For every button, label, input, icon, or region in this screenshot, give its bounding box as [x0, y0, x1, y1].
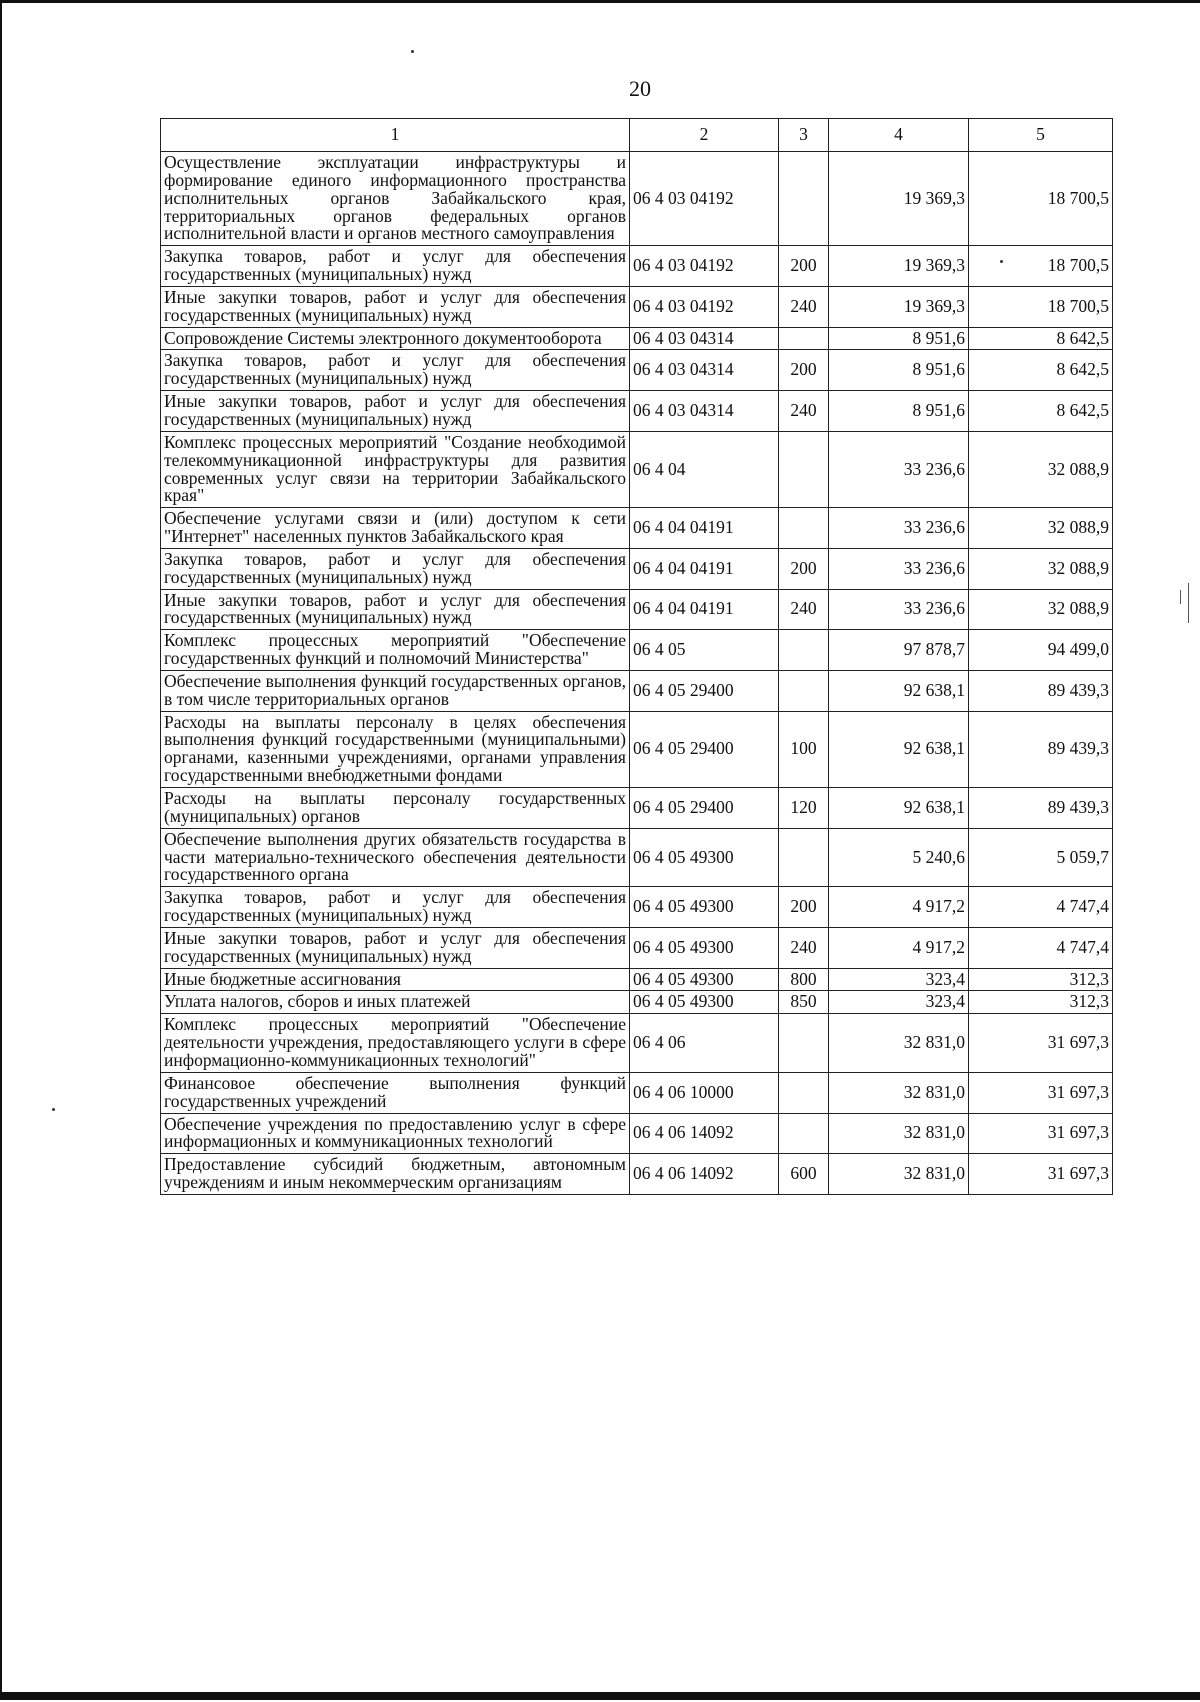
row-expense-type-cell — [779, 1014, 829, 1073]
row-expense-type-cell: 850 — [779, 991, 829, 1014]
row-expense-type-cell: 240 — [779, 927, 829, 968]
table-row — [161, 508, 1113, 549]
row-amount-year1-cell: 19 369,3 — [829, 246, 969, 287]
row-code-cell: 06 4 05 49300 — [630, 828, 779, 887]
row-amount-year2-cell: 32 088,9 — [969, 508, 1113, 549]
budget-allocation-table — [160, 118, 1113, 1195]
header-col-3: 3 — [779, 119, 829, 152]
row-amount-year1-cell: 92 638,1 — [829, 670, 969, 711]
row-expense-type-cell: 120 — [779, 788, 829, 829]
row-name-cell: Закупка товаров, работ и услуг для обеспечения государственных (муниципальных) нужд — [161, 548, 630, 589]
row-name-cell: Финансовое обеспечение выполнения функций государственных учреждений — [161, 1072, 630, 1113]
row-name-cell: Предоставление субсидий бюджетным, автономным учреждениям и иным некоммерческим организациям — [161, 1154, 630, 1195]
row-code-cell: 06 4 06 14092 — [630, 1154, 779, 1195]
row-code-cell: 06 4 04 — [630, 431, 779, 507]
table-row — [161, 788, 1113, 829]
row-name-cell: Закупка товаров, работ и услуг для обеспечения государственных (муниципальных) нужд — [161, 246, 630, 287]
row-amount-year1-cell: 8 951,6 — [829, 350, 969, 391]
row-amount-year1-cell: 8 951,6 — [829, 391, 969, 432]
row-amount-year2-cell: 312,3 — [969, 968, 1113, 991]
row-amount-year2-cell: 89 439,3 — [969, 670, 1113, 711]
table-row — [161, 286, 1113, 327]
table-row — [161, 391, 1113, 432]
scan-speck — [411, 50, 414, 53]
table-row — [161, 927, 1113, 968]
table-row — [161, 991, 1113, 1014]
row-expense-type-cell: 240 — [779, 589, 829, 630]
row-expense-type-cell — [779, 1113, 829, 1154]
scan-mark — [1188, 583, 1189, 623]
row-amount-year2-cell: 32 088,9 — [969, 548, 1113, 589]
table-row — [161, 548, 1113, 589]
row-amount-year2-cell: 89 439,3 — [969, 788, 1113, 829]
row-name-cell: Иные закупки товаров, работ и услуг для обеспечения государственных (муниципальных) нужд — [161, 589, 630, 630]
row-expense-type-cell — [779, 1072, 829, 1113]
row-code-cell: 06 4 03 04314 — [630, 350, 779, 391]
header-col-5: 5 — [969, 119, 1113, 152]
row-name-cell: Закупка товаров, работ и услуг для обеспечения государственных (муниципальных) нужд — [161, 887, 630, 928]
table-row — [161, 828, 1113, 887]
table-row — [161, 1014, 1113, 1073]
row-amount-year2-cell: 18 700,5 — [969, 152, 1113, 246]
row-code-cell: 06 4 03 04192 — [630, 286, 779, 327]
row-amount-year1-cell: 92 638,1 — [829, 711, 969, 787]
row-code-cell: 06 4 06 10000 — [630, 1072, 779, 1113]
row-amount-year2-cell: 8 642,5 — [969, 327, 1113, 350]
row-name-cell: Расходы на выплаты персоналу в целях обеспечения выполнения функций государственными (муниципальными) органами, казенными учреждениями, органами управления государственными внебюджетными фондами — [161, 711, 630, 787]
row-amount-year2-cell: 8 642,5 — [969, 391, 1113, 432]
row-name-cell: Комплекс процессных мероприятий "Обеспечение государственных функций и полномочий Министерства" — [161, 630, 630, 671]
row-code-cell: 06 4 05 29400 — [630, 711, 779, 787]
row-amount-year2-cell: 89 439,3 — [969, 711, 1113, 787]
row-amount-year1-cell: 19 369,3 — [829, 286, 969, 327]
row-amount-year2-cell: 18 700,5 — [969, 286, 1113, 327]
table-row — [161, 431, 1113, 507]
row-amount-year1-cell: 5 240,6 — [829, 828, 969, 887]
row-amount-year2-cell: 32 088,9 — [969, 431, 1113, 507]
row-name-cell: Комплекс процессных мероприятий "Обеспечение деятельности учреждения, предоставляющего услуги в сфере информационно-коммуникационных технологий" — [161, 1014, 630, 1073]
row-expense-type-cell — [779, 670, 829, 711]
row-code-cell: 06 4 05 49300 — [630, 887, 779, 928]
table-row — [161, 630, 1113, 671]
table-row — [161, 152, 1113, 246]
row-amount-year1-cell: 19 369,3 — [829, 152, 969, 246]
page-number: 20 — [629, 76, 651, 101]
row-expense-type-cell: 240 — [779, 286, 829, 327]
row-code-cell: 06 4 04 04191 — [630, 589, 779, 630]
row-amount-year2-cell: 4 747,4 — [969, 927, 1113, 968]
row-name-cell: Иные закупки товаров, работ и услуг для обеспечения государственных (муниципальных) нужд — [161, 286, 630, 327]
table-row — [161, 246, 1113, 287]
table-row — [161, 589, 1113, 630]
table-row — [161, 670, 1113, 711]
row-expense-type-cell: 200 — [779, 548, 829, 589]
row-amount-year2-cell: 31 697,3 — [969, 1072, 1113, 1113]
row-amount-year2-cell: 32 088,9 — [969, 589, 1113, 630]
header-col-4: 4 — [829, 119, 969, 152]
row-expense-type-cell: 600 — [779, 1154, 829, 1195]
row-expense-type-cell: 800 — [779, 968, 829, 991]
table-row — [161, 1154, 1113, 1195]
row-code-cell: 06 4 04 04191 — [630, 508, 779, 549]
scan-top-edge — [0, 0, 1200, 3]
row-expense-type-cell — [779, 828, 829, 887]
scan-mark — [1180, 590, 1181, 604]
row-amount-year1-cell: 33 236,6 — [829, 589, 969, 630]
row-expense-type-cell: 100 — [779, 711, 829, 787]
row-amount-year1-cell: 8 951,6 — [829, 327, 969, 350]
row-expense-type-cell — [779, 508, 829, 549]
scan-bottom-edge — [0, 1692, 1200, 1700]
row-code-cell: 06 4 05 29400 — [630, 788, 779, 829]
table-row — [161, 711, 1113, 787]
row-amount-year2-cell: 8 642,5 — [969, 350, 1113, 391]
row-expense-type-cell — [779, 630, 829, 671]
row-amount-year2-cell: 31 697,3 — [969, 1113, 1113, 1154]
row-code-cell: 06 4 05 49300 — [630, 991, 779, 1014]
row-code-cell: 06 4 05 49300 — [630, 927, 779, 968]
row-amount-year2-cell: 5 059,7 — [969, 828, 1113, 887]
row-expense-type-cell: 200 — [779, 350, 829, 391]
scan-left-edge — [0, 0, 2, 1700]
row-amount-year1-cell: 4 917,2 — [829, 887, 969, 928]
row-amount-year2-cell: 18 700,5 — [969, 246, 1113, 287]
row-name-cell: Расходы на выплаты персоналу государственных (муниципальных) органов — [161, 788, 630, 829]
table-row — [161, 1072, 1113, 1113]
row-code-cell: 06 4 06 — [630, 1014, 779, 1073]
scan-speck — [52, 1108, 55, 1111]
header-col-2: 2 — [630, 119, 779, 152]
row-code-cell: 06 4 05 29400 — [630, 670, 779, 711]
row-code-cell: 06 4 03 04192 — [630, 152, 779, 246]
header-col-1: 1 — [161, 119, 630, 152]
row-code-cell: 06 4 03 04314 — [630, 327, 779, 350]
row-amount-year2-cell: 31 697,3 — [969, 1014, 1113, 1073]
row-name-cell: Закупка товаров, работ и услуг для обеспечения государственных (муниципальных) нужд — [161, 350, 630, 391]
row-name-cell: Обеспечение выполнения функций государственных органов, в том числе территориальных органов — [161, 670, 630, 711]
row-amount-year1-cell: 33 236,6 — [829, 431, 969, 507]
row-name-cell: Обеспечение учреждения по предоставлению услуг в сфере информационных и коммуникационных технологий — [161, 1113, 630, 1154]
row-code-cell: 06 4 06 14092 — [630, 1113, 779, 1154]
table-row — [161, 887, 1113, 928]
row-code-cell: 06 4 05 — [630, 630, 779, 671]
row-amount-year1-cell: 97 878,7 — [829, 630, 969, 671]
row-name-cell: Осуществление эксплуатации инфраструктуры и формирование единого информационного пространства исполнительных органов Забайкальского края, территориальных органов федеральных органов исполнительной власти и органов местного самоуправления — [161, 152, 630, 246]
row-expense-type-cell: 200 — [779, 246, 829, 287]
row-expense-type-cell: 200 — [779, 887, 829, 928]
row-expense-type-cell — [779, 431, 829, 507]
table-row — [161, 968, 1113, 991]
row-code-cell: 06 4 03 04314 — [630, 391, 779, 432]
row-name-cell: Сопровождение Системы электронного документооборота — [161, 327, 630, 350]
row-name-cell: Обеспечение выполнения других обязательств государства в части материально-технического обеспечения деятельности государственного органа — [161, 828, 630, 887]
row-name-cell: Иные закупки товаров, работ и услуг для обеспечения государственных (муниципальных) нужд — [161, 391, 630, 432]
table-row — [161, 1113, 1113, 1154]
row-code-cell: 06 4 05 49300 — [630, 968, 779, 991]
row-amount-year2-cell: 312,3 — [969, 991, 1113, 1014]
row-expense-type-cell — [779, 152, 829, 246]
table-row — [161, 350, 1113, 391]
row-amount-year1-cell: 32 831,0 — [829, 1014, 969, 1073]
row-amount-year1-cell: 323,4 — [829, 968, 969, 991]
row-amount-year1-cell: 33 236,6 — [829, 508, 969, 549]
row-amount-year2-cell: 31 697,3 — [969, 1154, 1113, 1195]
row-amount-year1-cell: 4 917,2 — [829, 927, 969, 968]
row-name-cell: Уплата налогов, сборов и иных платежей — [161, 991, 630, 1014]
table-body — [161, 152, 1113, 1195]
row-amount-year2-cell: 94 499,0 — [969, 630, 1113, 671]
row-amount-year1-cell: 323,4 — [829, 991, 969, 1014]
row-amount-year2-cell: 4 747,4 — [969, 887, 1113, 928]
table-header-row — [161, 119, 1113, 152]
row-amount-year1-cell: 32 831,0 — [829, 1154, 969, 1195]
row-name-cell: Иные бюджетные ассигнования — [161, 968, 630, 991]
row-amount-year1-cell: 32 831,0 — [829, 1072, 969, 1113]
row-name-cell: Обеспечение услугами связи и (или) доступом к сети "Интернет" населенных пунктов Забайкальского края — [161, 508, 630, 549]
row-name-cell: Комплекс процессных мероприятий "Создание необходимой телекоммуникационной инфраструктуры для развития современных услуг связи на территории Забайкальского края" — [161, 431, 630, 507]
row-expense-type-cell: 240 — [779, 391, 829, 432]
row-expense-type-cell — [779, 327, 829, 350]
row-amount-year1-cell: 92 638,1 — [829, 788, 969, 829]
row-amount-year1-cell: 33 236,6 — [829, 548, 969, 589]
row-name-cell: Иные закупки товаров, работ и услуг для обеспечения государственных (муниципальных) нужд — [161, 927, 630, 968]
row-code-cell: 06 4 04 04191 — [630, 548, 779, 589]
row-amount-year1-cell: 32 831,0 — [829, 1113, 969, 1154]
table-row — [161, 327, 1113, 350]
row-code-cell: 06 4 03 04192 — [630, 246, 779, 287]
